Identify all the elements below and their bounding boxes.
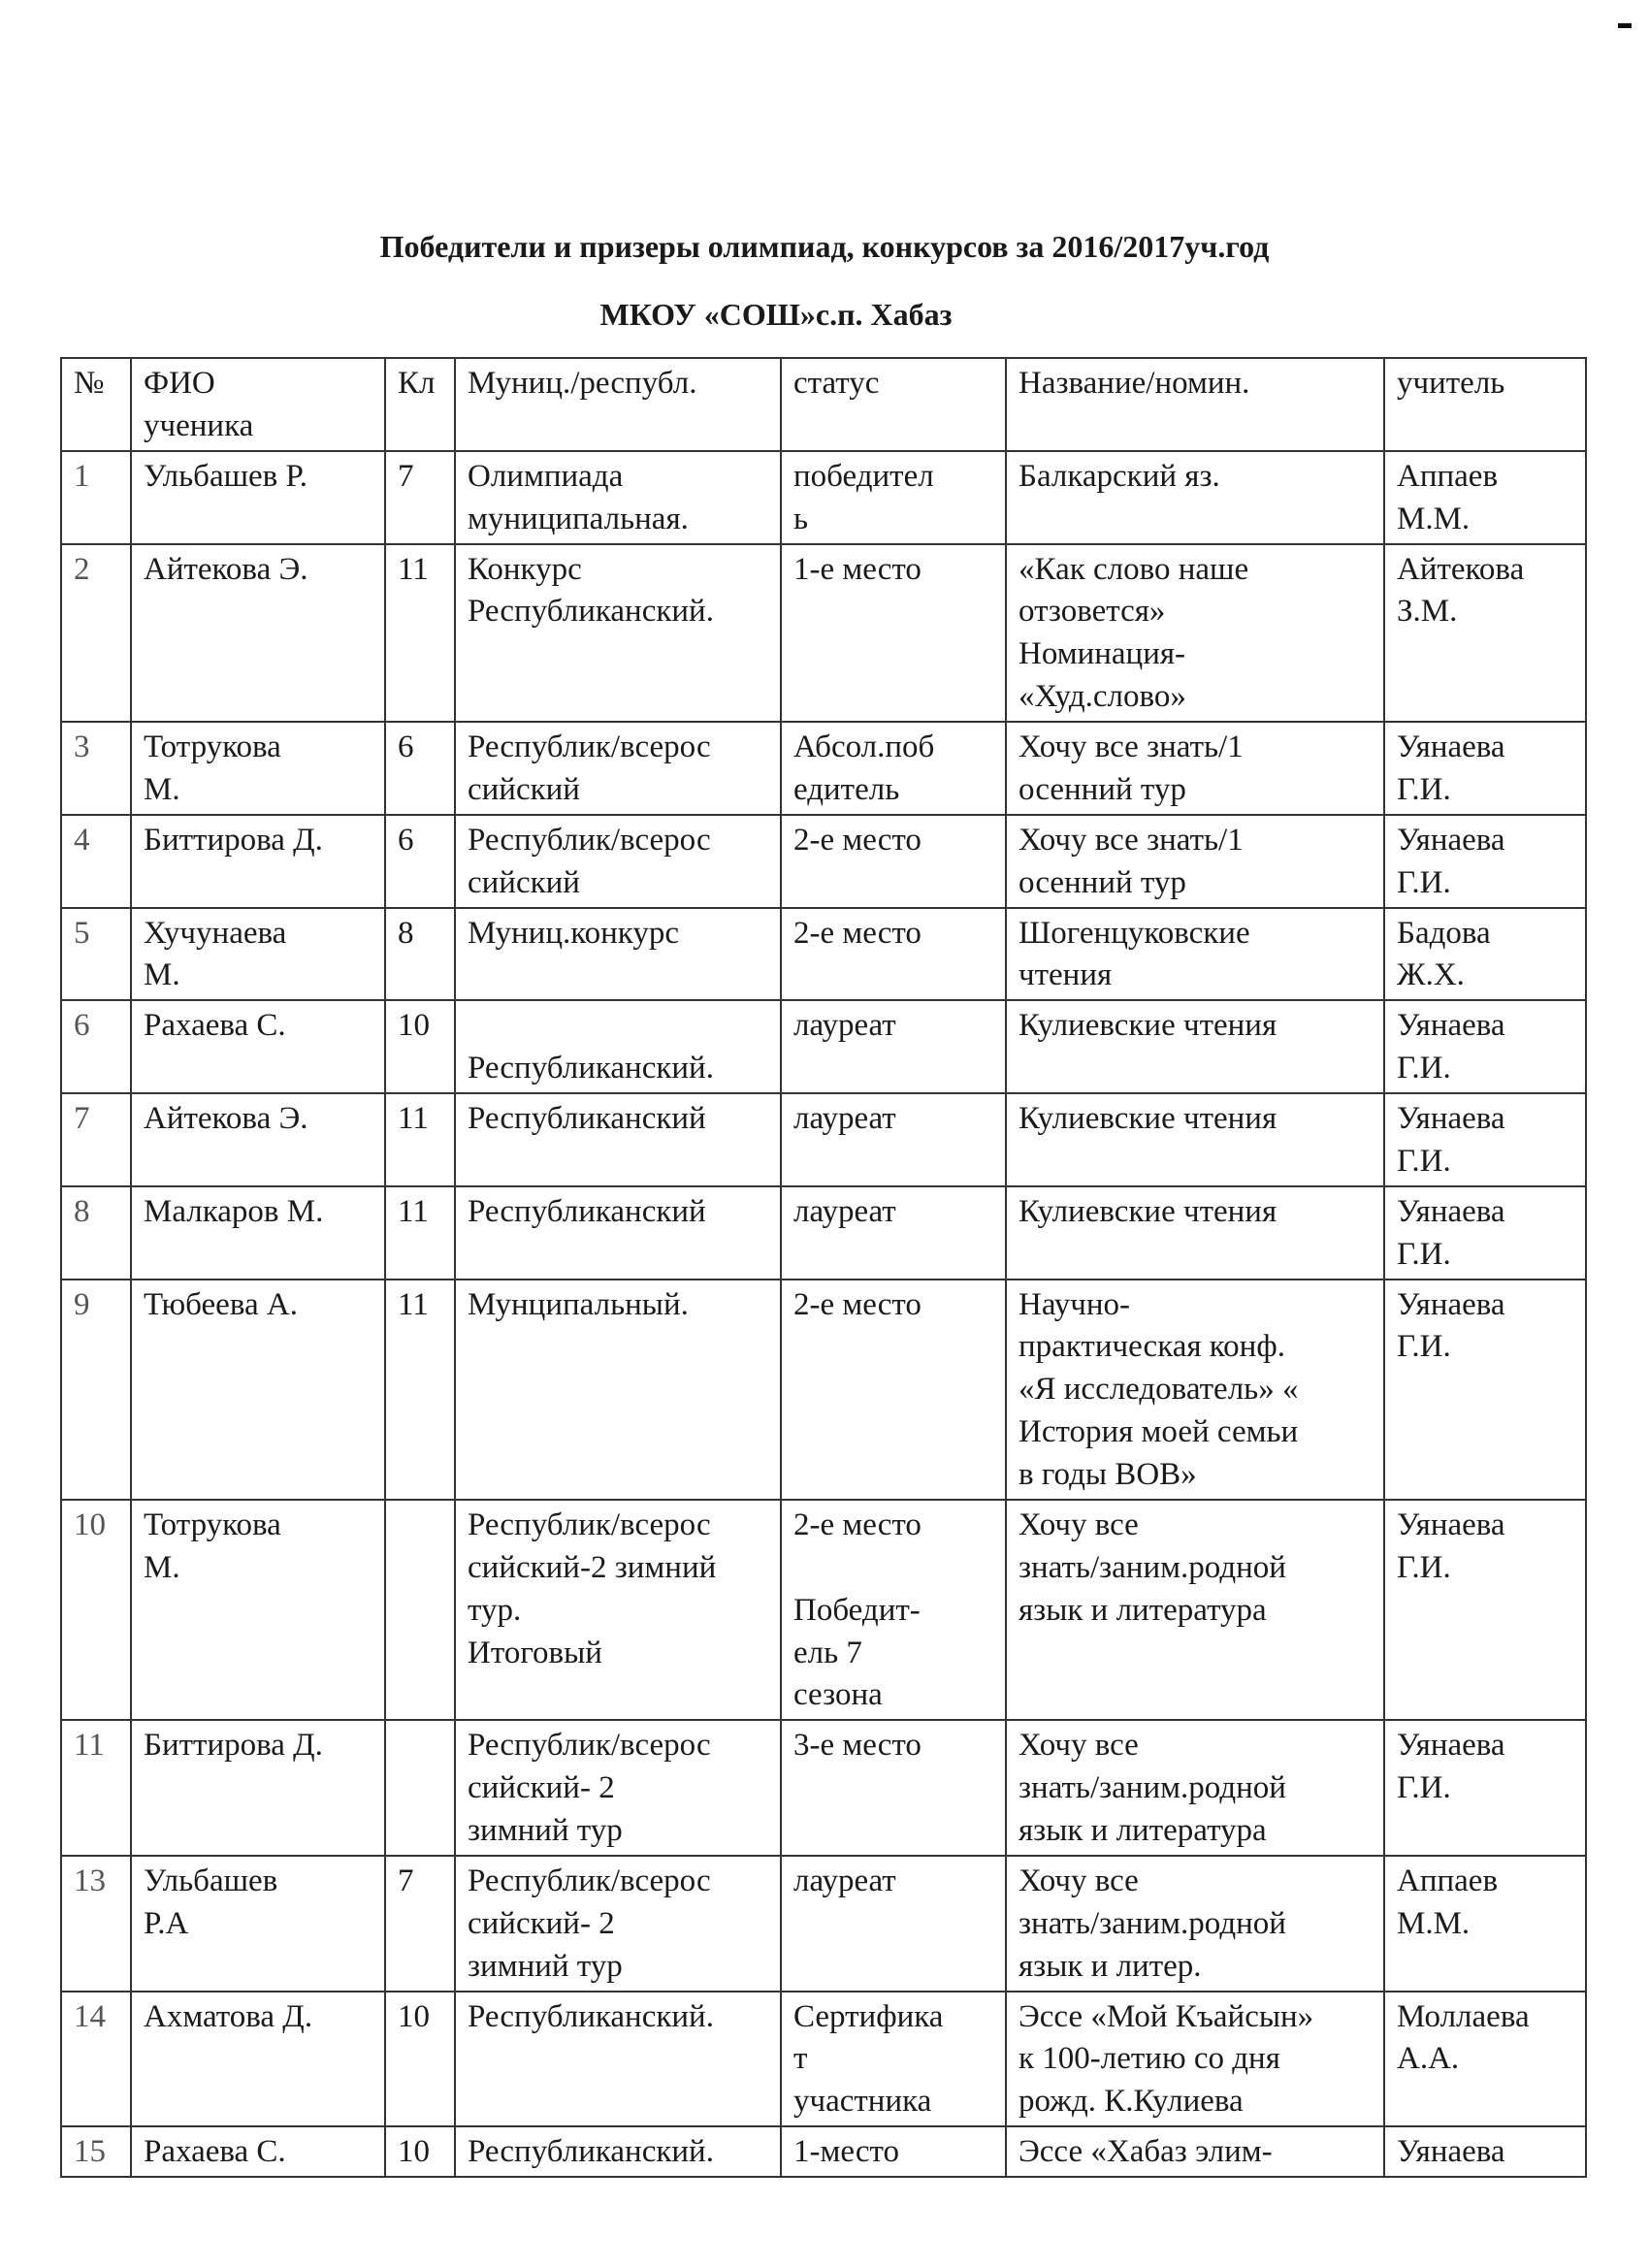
cell-grade: 11 — [385, 544, 455, 723]
cell-status: лауреат — [781, 1186, 1006, 1280]
cell-number: 9 — [61, 1280, 131, 1500]
cell-student-name: Ульбашев Р. — [131, 451, 385, 544]
cell-number: 13 — [61, 1856, 131, 1992]
cell-status: лауреат — [781, 1000, 1006, 1093]
cell-level: Республик/всерос сийский- 2 зимний тур — [455, 1856, 781, 1992]
table-row — [61, 1992, 1586, 2127]
cell-title: Эссе «Мой Къайсын» к 100-летию со дня рожд. К.Кулиева — [1006, 1992, 1384, 2127]
table-row — [61, 1000, 1586, 1093]
header-grade: Кл — [385, 358, 455, 451]
cell-level: Республик/всерос сийский — [455, 815, 781, 908]
cell-grade: 10 — [385, 1000, 455, 1093]
header-level: Муниц./республ. — [455, 358, 781, 451]
cell-level: Республиканский — [455, 1093, 781, 1186]
cell-teacher: Уянаева Г.И. — [1384, 1500, 1586, 1720]
header-status: статус — [781, 358, 1006, 451]
cell-student-name: Биттирова Д. — [131, 1720, 385, 1856]
table-row — [61, 1280, 1586, 1500]
cell-teacher: Моллаева А.А. — [1384, 1992, 1586, 2127]
cell-teacher: Бадова Ж.Х. — [1384, 908, 1586, 1001]
cell-status: 1-е место — [781, 544, 1006, 723]
cell-level: Конкурс Республиканский. — [455, 544, 781, 723]
cell-number: 7 — [61, 1093, 131, 1186]
cell-number: 14 — [61, 1992, 131, 2127]
cell-title: Кулиевские чтения — [1006, 1000, 1384, 1093]
cell-level: Республиканский. — [455, 2126, 781, 2177]
cell-number: 1 — [61, 451, 131, 544]
cell-level: Республиканский. — [455, 1000, 781, 1093]
cell-student-name: Ульбашев Р.А — [131, 1856, 385, 1992]
page-subtitle: МКОУ «СОШ»с.п. Хабаз — [599, 297, 953, 332]
cell-status: 2-е место Победит- ель 7 сезона — [781, 1500, 1006, 1720]
cell-number: 11 — [61, 1720, 131, 1856]
cell-grade: 10 — [385, 1992, 455, 2127]
cell-title: Хочу все знать/заним.родной язык и литер. — [1006, 1856, 1384, 1992]
cell-teacher: Уянаева Г.И. — [1384, 1093, 1586, 1186]
cell-title: Научно- практическая конф. «Я исследователь» « История моей семьи в годы ВОВ» — [1006, 1280, 1384, 1500]
table-row — [61, 1856, 1586, 1992]
cell-level: Республиканский — [455, 1186, 781, 1280]
cell-title: Хочу все знать/1 осенний тур — [1006, 722, 1384, 815]
cell-status: Абсол.поб едитель — [781, 722, 1006, 815]
table-row — [61, 1093, 1586, 1186]
cell-number: 15 — [61, 2126, 131, 2177]
cell-status: 2-е место — [781, 1280, 1006, 1500]
cell-status: 2-е место — [781, 908, 1006, 1001]
header-student-name: ФИО ученика — [131, 358, 385, 451]
cell-grade — [385, 1720, 455, 1856]
table-row — [61, 815, 1586, 908]
cell-student-name: Тотрукова М. — [131, 1500, 385, 1720]
cell-student-name: Айтекова Э. — [131, 544, 385, 723]
cell-status: победител ь — [781, 451, 1006, 544]
cell-title: Эссе «Хабаз элим- — [1006, 2126, 1384, 2177]
scan-mark — [1618, 23, 1632, 28]
cell-title: Кулиевские чтения — [1006, 1186, 1384, 1280]
cell-grade: 11 — [385, 1186, 455, 1280]
cell-number: 5 — [61, 908, 131, 1001]
cell-grade — [385, 1500, 455, 1720]
cell-student-name: Рахаева С. — [131, 1000, 385, 1093]
table-header-row — [61, 358, 1586, 451]
cell-student-name: Тотрукова М. — [131, 722, 385, 815]
cell-title: Хочу все знать/1 осенний тур — [1006, 815, 1384, 908]
cell-number: 2 — [61, 544, 131, 723]
table-row — [61, 1720, 1586, 1856]
cell-number: 4 — [61, 815, 131, 908]
cell-grade: 6 — [385, 815, 455, 908]
cell-student-name: Биттирова Д. — [131, 815, 385, 908]
table-row — [61, 544, 1586, 723]
cell-student-name: Ахматова Д. — [131, 1992, 385, 2127]
table-row — [61, 1186, 1586, 1280]
winners-table — [60, 357, 1587, 2178]
table-row — [61, 451, 1586, 544]
cell-number: 8 — [61, 1186, 131, 1280]
cell-title: Шогенцуковские чтения — [1006, 908, 1384, 1001]
header-title: Название/номин. — [1006, 358, 1384, 451]
header-teacher: учитель — [1384, 358, 1586, 451]
cell-teacher: Уянаева Г.И. — [1384, 1000, 1586, 1093]
cell-grade: 10 — [385, 2126, 455, 2177]
cell-student-name: Рахаева С. — [131, 2126, 385, 2177]
cell-number: 6 — [61, 1000, 131, 1093]
cell-teacher: Аппаев М.М. — [1384, 451, 1586, 544]
cell-title: Хочу все знать/заним.родной язык и литература — [1006, 1500, 1384, 1720]
cell-teacher: Уянаева — [1384, 2126, 1586, 2177]
table-row — [61, 2126, 1586, 2177]
cell-number: 3 — [61, 722, 131, 815]
cell-teacher: Уянаева Г.И. — [1384, 1186, 1586, 1280]
cell-status: 3-е место — [781, 1720, 1006, 1856]
cell-title: Хочу все знать/заним.родной язык и литература — [1006, 1720, 1384, 1856]
cell-level: Мунципальный. — [455, 1280, 781, 1500]
cell-grade: 6 — [385, 722, 455, 815]
header-number: № — [61, 358, 131, 451]
cell-grade: 11 — [385, 1093, 455, 1186]
cell-title: Балкарский яз. — [1006, 451, 1384, 544]
cell-teacher: Уянаева Г.И. — [1384, 1720, 1586, 1856]
cell-title: «Как слово наше отзовется» Номинация- «Худ.слово» — [1006, 544, 1384, 723]
cell-teacher: Айтекова З.М. — [1384, 544, 1586, 723]
cell-teacher: Уянаева Г.И. — [1384, 1280, 1586, 1500]
cell-status: лауреат — [781, 1856, 1006, 1992]
cell-grade: 7 — [385, 451, 455, 544]
cell-student-name: Тюбеева А. — [131, 1280, 385, 1500]
cell-status: 1-место — [781, 2126, 1006, 2177]
cell-status: Сертифика т участника — [781, 1992, 1006, 2127]
cell-title: Кулиевские чтения — [1006, 1093, 1384, 1186]
cell-grade: 8 — [385, 908, 455, 1001]
cell-student-name: Айтекова Э. — [131, 1093, 385, 1186]
cell-grade: 7 — [385, 1856, 455, 1992]
cell-level: Республик/всерос сийский- 2 зимний тур — [455, 1720, 781, 1856]
cell-level: Олимпиада муниципальная. — [455, 451, 781, 544]
cell-student-name: Малкаров М. — [131, 1186, 385, 1280]
cell-teacher: Аппаев М.М. — [1384, 1856, 1586, 1992]
page-title: Победители и призеры олимпиад, конкурсов за 2016/2017уч.год — [379, 229, 1270, 264]
cell-status: 2-е место — [781, 815, 1006, 908]
cell-teacher: Уянаева Г.И. — [1384, 722, 1586, 815]
cell-number: 10 — [61, 1500, 131, 1720]
cell-teacher: Уянаева Г.И. — [1384, 815, 1586, 908]
cell-level: Республиканский. — [455, 1992, 781, 2127]
table-row — [61, 908, 1586, 1001]
cell-level: Республик/всерос сийский — [455, 722, 781, 815]
table-row — [61, 722, 1586, 815]
table-row — [61, 1500, 1586, 1720]
cell-level: Муниц.конкурс — [455, 908, 781, 1001]
cell-level: Республик/всерос сийский-2 зимний тур. Итоговый — [455, 1500, 781, 1720]
cell-student-name: Хучунаева М. — [131, 908, 385, 1001]
cell-status: лауреат — [781, 1093, 1006, 1186]
cell-grade: 11 — [385, 1280, 455, 1500]
